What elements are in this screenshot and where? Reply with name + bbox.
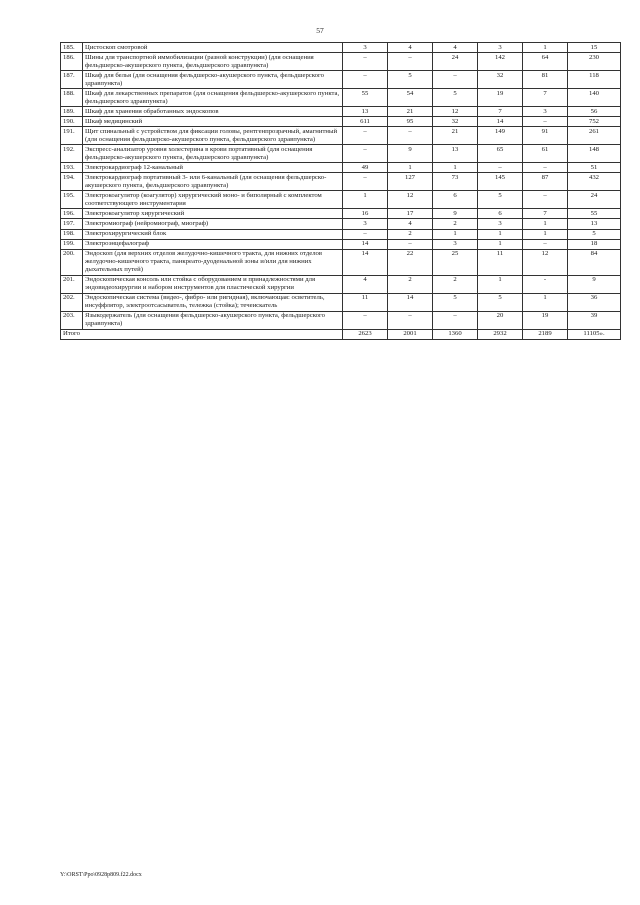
- quantity-cell: 20: [478, 311, 523, 329]
- quantity-cell: –: [433, 71, 478, 89]
- quantity-cell: 9: [568, 275, 621, 293]
- quantity-cell: 12: [523, 249, 568, 275]
- quantity-cell: 4: [388, 219, 433, 229]
- quantity-cell: 7: [523, 209, 568, 219]
- equipment-name: Эндоскопическая консоль или стойка с оборудованием и принадлежностями для эндовидеохирургии и набором инструментов для пластической хирургии: [83, 275, 343, 293]
- quantity-cell: 17: [388, 209, 433, 219]
- quantity-cell: 84: [568, 249, 621, 275]
- table-row: [61, 229, 621, 239]
- table-row: [61, 127, 621, 145]
- quantity-cell: 51: [568, 163, 621, 173]
- quantity-cell: 64: [523, 53, 568, 71]
- quantity-cell: 49: [343, 163, 388, 173]
- quantity-cell: 73: [433, 173, 478, 191]
- table-row: [61, 293, 621, 311]
- table-row: [61, 209, 621, 219]
- quantity-cell: 5: [433, 89, 478, 107]
- quantity-cell: 3: [343, 43, 388, 53]
- quantity-cell: 1: [478, 239, 523, 249]
- table-row: [61, 219, 621, 229]
- quantity-cell: –: [343, 145, 388, 163]
- table-row: [61, 249, 621, 275]
- quantity-cell: 1: [478, 275, 523, 293]
- quantity-cell: 32: [433, 117, 478, 127]
- quantity-cell: 3: [523, 107, 568, 117]
- quantity-cell: 230: [568, 53, 621, 71]
- table-row: [61, 173, 621, 191]
- row-number: 197.: [61, 219, 83, 229]
- quantity-cell: 4: [388, 43, 433, 53]
- quantity-cell: 81: [523, 71, 568, 89]
- quantity-cell: 87: [523, 173, 568, 191]
- table-row: [61, 275, 621, 293]
- quantity-cell: -: [523, 275, 568, 293]
- quantity-cell: 1: [523, 219, 568, 229]
- quantity-cell: 18: [568, 239, 621, 249]
- quantity-cell: 21: [433, 127, 478, 145]
- quantity-cell: 4: [343, 275, 388, 293]
- equipment-name: Эндоскоп (для верхних отделов желудочно-кишечного тракта, для нижних отделов желудочно-кишечного тракта, панкреато-дуоденальной зоны и/или для нижних дыхательных путей): [83, 249, 343, 275]
- quantity-cell: 19: [478, 89, 523, 107]
- quantity-cell: 1: [523, 43, 568, 53]
- row-number: 188.: [61, 89, 83, 107]
- row-number: 198.: [61, 229, 83, 239]
- quantity-cell: 14: [388, 293, 433, 311]
- equipment-name: Цистоскоп смотровой: [83, 43, 343, 53]
- table-row: [61, 163, 621, 173]
- quantity-cell: 1: [433, 229, 478, 239]
- quantity-cell: 9: [388, 145, 433, 163]
- row-number: 200.: [61, 249, 83, 275]
- quantity-cell: –: [388, 127, 433, 145]
- quantity-cell: 61: [523, 145, 568, 163]
- row-number: 189.: [61, 107, 83, 117]
- quantity-cell: –: [343, 127, 388, 145]
- quantity-cell: 752: [568, 117, 621, 127]
- quantity-cell: –: [523, 163, 568, 173]
- quantity-cell: 14: [343, 239, 388, 249]
- row-number: 203.: [61, 311, 83, 329]
- equipment-name: Электрохирургический блок: [83, 229, 343, 239]
- equipment-name: Электрокоагулятор хирургический: [83, 209, 343, 219]
- quantity-cell: 127: [388, 173, 433, 191]
- total-cell: 2001: [388, 329, 433, 339]
- table-row: [61, 71, 621, 89]
- row-number: 202.: [61, 293, 83, 311]
- total-cell: 11105».: [568, 329, 621, 339]
- quantity-cell: 1: [523, 293, 568, 311]
- quantity-cell: 142: [478, 53, 523, 71]
- quantity-cell: 24: [568, 191, 621, 209]
- equipment-name: Электрокоагулятор (коагулятор) хирургический моно- и биполярный с комплектом соответствующего инструментария: [83, 191, 343, 209]
- quantity-cell: 432: [568, 173, 621, 191]
- quantity-cell: 11: [343, 293, 388, 311]
- row-number: 196.: [61, 209, 83, 219]
- total-label: Итого: [61, 329, 343, 339]
- quantity-cell: –: [523, 191, 568, 209]
- quantity-cell: 54: [388, 89, 433, 107]
- quantity-cell: 13: [433, 145, 478, 163]
- quantity-cell: 12: [433, 107, 478, 117]
- quantity-cell: 13: [568, 219, 621, 229]
- total-row: [61, 329, 621, 339]
- quantity-cell: 3: [433, 239, 478, 249]
- row-number: 185.: [61, 43, 83, 53]
- equipment-name: Электромиограф (нейромиограф, миограф): [83, 219, 343, 229]
- table-row: [61, 145, 621, 163]
- quantity-cell: 4: [433, 43, 478, 53]
- equipment-name: Шкаф для хранения обработанных эндоскопов: [83, 107, 343, 117]
- equipment-table: [60, 42, 621, 340]
- quantity-cell: 611: [343, 117, 388, 127]
- quantity-cell: 1: [343, 191, 388, 209]
- quantity-cell: 1: [523, 229, 568, 239]
- row-number: 190.: [61, 117, 83, 127]
- quantity-cell: 1: [433, 163, 478, 173]
- quantity-cell: 6: [433, 191, 478, 209]
- quantity-cell: –: [388, 311, 433, 329]
- equipment-name: Шкаф для лекарственных препаратов (для оснащения фельдшерско-акушерского пункта, фельдшерского здравпункта): [83, 89, 343, 107]
- quantity-cell: –: [523, 239, 568, 249]
- equipment-name: Эндоскопическая система (видео-, фибро- или ригидная), включающая: осветитель, инсуффлятор, электроотсасыватель, тележка (стойка); течеискатель: [83, 293, 343, 311]
- row-number: 201.: [61, 275, 83, 293]
- quantity-cell: 2: [433, 219, 478, 229]
- equipment-name: Языкодержатель (для оснащения фельдшерско-акушерского пункта, фельдшерского здравпункта): [83, 311, 343, 329]
- equipment-name: Шины для транспортной иммобилизации (разной конструкции) (для оснащения фельдшерско-акушерского пункта, фельдшерского здравпункта): [83, 53, 343, 71]
- equipment-name: Шкаф для белья (для оснащения фельдшерско-акушерского пункта, фельдшерского здравпункта): [83, 71, 343, 89]
- table-row: [61, 89, 621, 107]
- quantity-cell: 7: [523, 89, 568, 107]
- quantity-cell: 148: [568, 145, 621, 163]
- quantity-cell: 16: [343, 209, 388, 219]
- quantity-cell: 36: [568, 293, 621, 311]
- quantity-cell: –: [478, 163, 523, 173]
- quantity-cell: 19: [523, 311, 568, 329]
- quantity-cell: 2: [433, 275, 478, 293]
- table-row: [61, 53, 621, 71]
- quantity-cell: 1: [478, 229, 523, 239]
- quantity-cell: 6: [478, 209, 523, 219]
- quantity-cell: 14: [343, 249, 388, 275]
- row-number: 192.: [61, 145, 83, 163]
- table-row: [61, 117, 621, 127]
- equipment-name: Экспресс-анализатор уровня холестерина в крови портативный (для оснащения фельдшерско-акушерского пункта, фельдшерского здравпункта): [83, 145, 343, 163]
- quantity-cell: 3: [478, 43, 523, 53]
- file-path-footer: Y:\ORST\Ppo\0928p809.f22.docx: [60, 872, 142, 878]
- quantity-cell: 2: [388, 275, 433, 293]
- table-row: [61, 43, 621, 53]
- equipment-name: Электрокардиограф портативный 3- или 6-канальный (для оснащения фельдшерско-акушерского пункта, фельдшерского здравпункта): [83, 173, 343, 191]
- quantity-cell: 12: [388, 191, 433, 209]
- equipment-name: Шкаф медицинский: [83, 117, 343, 127]
- quantity-cell: 5: [388, 71, 433, 89]
- quantity-cell: 5: [568, 229, 621, 239]
- quantity-cell: 2: [388, 229, 433, 239]
- quantity-cell: 24: [433, 53, 478, 71]
- quantity-cell: 91: [523, 127, 568, 145]
- quantity-cell: –: [343, 71, 388, 89]
- row-number: 199.: [61, 239, 83, 249]
- equipment-name: Щит спинальный с устройством для фиксации головы, рентгенпрозрачный, амагнитный (для оснащения фельдшерско-акушерского пункта, фельдшерского здравпункта): [83, 127, 343, 145]
- total-cell: 1360: [433, 329, 478, 339]
- quantity-cell: –: [388, 239, 433, 249]
- quantity-cell: 149: [478, 127, 523, 145]
- quantity-cell: 32: [478, 71, 523, 89]
- quantity-cell: 9: [433, 209, 478, 219]
- quantity-cell: 140: [568, 89, 621, 107]
- quantity-cell: –: [343, 311, 388, 329]
- row-number: 187.: [61, 71, 83, 89]
- quantity-cell: –: [343, 173, 388, 191]
- quantity-cell: 145: [478, 173, 523, 191]
- quantity-cell: 1: [388, 163, 433, 173]
- quantity-cell: –: [433, 311, 478, 329]
- quantity-cell: 5: [478, 191, 523, 209]
- quantity-cell: 3: [343, 219, 388, 229]
- quantity-cell: 55: [568, 209, 621, 219]
- row-number: 186.: [61, 53, 83, 71]
- quantity-cell: –: [388, 53, 433, 71]
- quantity-cell: –: [343, 53, 388, 71]
- total-cell: 2623: [343, 329, 388, 339]
- quantity-cell: –: [523, 117, 568, 127]
- equipment-name: Электроэнцефалограф: [83, 239, 343, 249]
- quantity-cell: –: [343, 229, 388, 239]
- quantity-cell: 15: [568, 43, 621, 53]
- quantity-cell: 56: [568, 107, 621, 117]
- quantity-cell: 39: [568, 311, 621, 329]
- equipment-name: Электрокардиограф 12-канальный: [83, 163, 343, 173]
- quantity-cell: 13: [343, 107, 388, 117]
- quantity-cell: 7: [478, 107, 523, 117]
- quantity-cell: 3: [478, 219, 523, 229]
- quantity-cell: 65: [478, 145, 523, 163]
- quantity-cell: 22: [388, 249, 433, 275]
- row-number: 195.: [61, 191, 83, 209]
- row-number: 194.: [61, 173, 83, 191]
- row-number: 191.: [61, 127, 83, 145]
- quantity-cell: 25: [433, 249, 478, 275]
- quantity-cell: 21: [388, 107, 433, 117]
- quantity-cell: 14: [478, 117, 523, 127]
- total-cell: 2932: [478, 329, 523, 339]
- table-row: [61, 191, 621, 209]
- page-number: 57: [316, 26, 324, 35]
- quantity-cell: 261: [568, 127, 621, 145]
- table-row: [61, 107, 621, 117]
- total-cell: 2189: [523, 329, 568, 339]
- quantity-cell: 118: [568, 71, 621, 89]
- quantity-cell: 11: [478, 249, 523, 275]
- row-number: 193.: [61, 163, 83, 173]
- quantity-cell: 55: [343, 89, 388, 107]
- quantity-cell: 95: [388, 117, 433, 127]
- quantity-cell: 5: [478, 293, 523, 311]
- table-row: [61, 311, 621, 329]
- table-row: [61, 239, 621, 249]
- quantity-cell: 5: [433, 293, 478, 311]
